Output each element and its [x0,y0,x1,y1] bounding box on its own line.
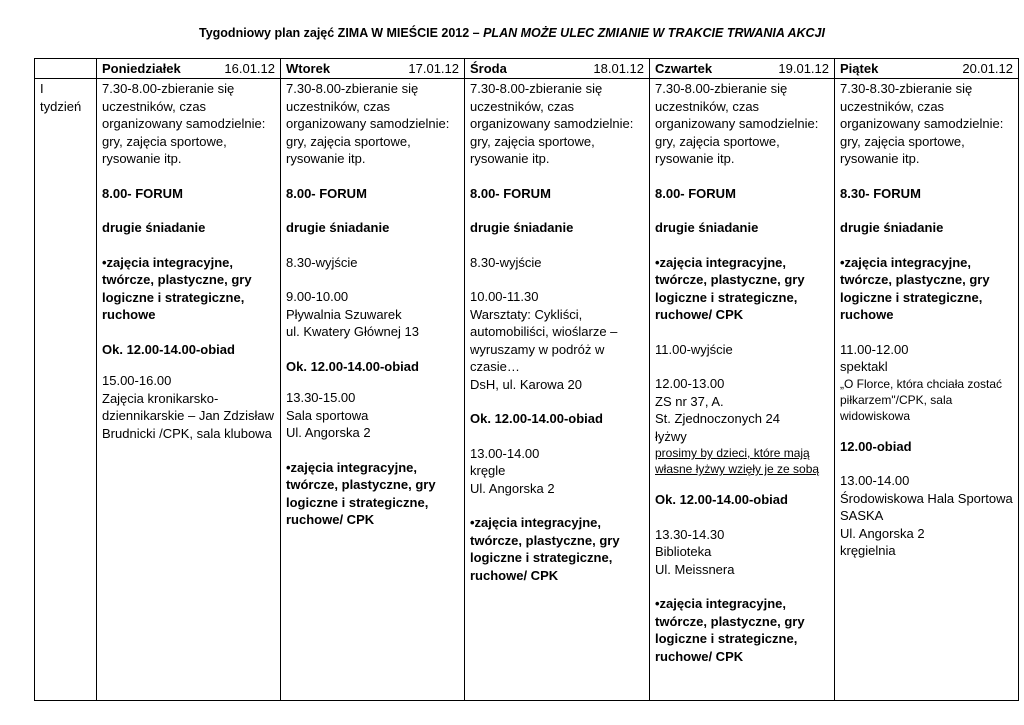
activity-address: Ul. Meissnera [655,561,735,577]
day-name: Czwartek [655,61,713,76]
exit-text: 8.30-wyjście [286,254,358,270]
activity-time: 13.00-14.00 [840,473,910,488]
day-name: Środa [470,61,507,76]
integration-text: •zajęcia integracyjne, twórcze, plastyczne, gry logiczne i strategiczne, ruchowe [102,254,252,322]
forum-text: 8.00- FORUM [286,185,367,201]
activity-place: kręgle [470,463,506,478]
lunch-text: Ok. 12.00-14.00-obiad [102,341,235,357]
exit-text: 11.00-wyjście [655,341,733,357]
breakfast-text: drugie śniadanie [286,220,390,235]
activity-time: 15.00-16.00 [102,373,172,388]
header-thursday [650,59,835,79]
header-monday [97,59,281,79]
activity-place: Biblioteka [655,544,712,559]
week-number: I [40,81,44,96]
activity-time: 10.00-11.30 [470,289,539,304]
gather-text: 7.30-8.00-zbieranie się uczestników, czas organizowany samodzielnie: gry, zajęcia sportowe, rysowanie itp. [286,81,450,166]
day-name: Wtorek [286,61,331,76]
header-tuesday [281,59,465,79]
activity-time: 9.00-10.00 [286,289,349,304]
activity-address: Ul. Angorska 2 [470,480,555,496]
integration-text: •zajęcia integracyjne, twórcze, plastyczne, gry logiczne i strategiczne, ruchowe [840,254,990,322]
activity-address: Ul. Angorska 2 [840,525,925,541]
gather-text: 7.30-8.30-zbieranie się uczestników, czas organizowany samodzielnie: gry, zajęcia sportowe, rysowanie itp. [840,81,1004,166]
activity-desc: „O Florce, która chciała zostać piłkarzem"/CPK, sala widowiskowa [840,376,1003,423]
gather-text: 7.30-8.00-zbieranie się uczestników, czas organizowany samodzielnie: gry, zajęcia sportowe, rysowanie itp. [102,81,266,166]
breakfast-text: drugie śniadanie [102,220,206,235]
header-wednesday [465,59,650,79]
activity-what: kręgielnia [840,543,896,558]
header-friday [835,59,1019,79]
header-corner-cell [35,59,97,79]
day-date: 19.01.12 [778,61,829,76]
activity-desc: Warsztaty: Cykliści, automobiliści, wioślarze – wyruszamy w podróż w czasie… [470,306,618,374]
schedule-table [34,58,1019,701]
activity-place: Środowiskowa Hala Sportowa SASKA [840,490,1013,523]
activity-place: Pływalnia Szuwarek [286,306,402,322]
exit-text: 8.30-wyjście [470,254,542,270]
activity-address: St. Zjednoczonych 24 [655,411,781,426]
forum-text: 8.00- FORUM [470,185,551,201]
gather-text: 7.30-8.00-zbieranie się uczestników, czas organizowany samodzielnie: gry, zajęcia sportowe, rysowanie itp. [470,81,634,166]
activity-time: 13.30-14.30 [655,526,725,542]
monday-cell [97,79,281,701]
activity-desc: Zajęcia kronikarsko-dziennikarskie – Jan Zdzisław Brudnicki /CPK, sala klubowa [102,390,274,441]
integration-text: •zajęcia integracyjne, twórcze, plastyczne, gry logiczne i strategiczne, ruchowe/ CPK [655,596,805,664]
thursday-cell [650,79,835,701]
lunch-text: Ok. 12.00-14.00-obiad [655,492,788,507]
activity-address: Ul. Angorska 2 [286,425,371,440]
activity-address: DsH, ul. Karowa 20 [470,376,582,392]
forum-text: 8.30- FORUM [840,185,921,201]
forum-text: 8.00- FORUM [655,185,736,201]
day-date: 17.01.12 [408,61,459,76]
title-notice: PLAN MOŻE ULEC ZMIANIE W TRAKCIE TRWANIA AKCJI [483,26,825,40]
tuesday-cell [281,79,465,701]
page-title [0,26,1024,40]
lunch-text: 12.00-obiad [840,438,912,454]
friday-cell [835,79,1019,701]
day-date: 20.01.12 [962,61,1013,76]
week-label-cell [35,79,97,701]
breakfast-text: drugie śniadanie [840,220,944,235]
header-row [35,59,1019,79]
day-name: Poniedziałek [102,61,181,76]
gather-text: 7.30-8.00-zbieranie się uczestników, czas organizowany samodzielnie: gry, zajęcia sportowe, rysowanie itp. [655,81,819,166]
activity-time: 13.00-14.00 [470,445,540,461]
activity-time: 13.30-15.00 [286,390,356,405]
breakfast-text: drugie śniadanie [470,220,574,235]
integration-text: •zajęcia integracyjne, twórcze, plastyczne, gry logiczne i strategiczne, ruchowe/ CPK [286,459,436,527]
skates-note: prosimy by dzieci, które mają własne łyżwy wzięły je ze sobą [655,446,820,476]
activity-place: ZS nr 37, A. [655,393,724,409]
activity-what: spektakl [840,359,888,374]
title-main: Tygodniowy plan zajęć ZIMA W MIEŚCIE 2012 – [199,26,480,40]
day-date: 18.01.12 [593,61,644,76]
activity-time: 12.00-13.00 [655,376,725,391]
breakfast-text: drugie śniadanie [655,220,759,235]
lunch-text: Ok. 12.00-14.00-obiad [286,358,419,374]
wednesday-cell [465,79,650,701]
activity-time: 11.00-12.00 [840,341,909,357]
week-row [35,79,1019,701]
integration-text: •zajęcia integracyjne, twórcze, plastyczne, gry logiczne i strategiczne, ruchowe/ CPK [470,515,620,583]
day-name: Piątek [840,61,879,76]
week-word: tydzień [40,98,82,114]
forum-text: 8.00- FORUM [102,185,183,201]
activity-address: ul. Kwatery Głównej 13 [286,324,419,339]
integration-text: •zajęcia integracyjne, twórcze, plastyczne, gry logiczne i strategiczne, ruchowe/ CPK [655,254,805,322]
lunch-text: Ok. 12.00-14.00-obiad [470,411,603,426]
day-date: 16.01.12 [224,61,275,76]
activity-place: Sala sportowa [286,407,369,423]
activity-what: łyżwy [655,428,687,444]
